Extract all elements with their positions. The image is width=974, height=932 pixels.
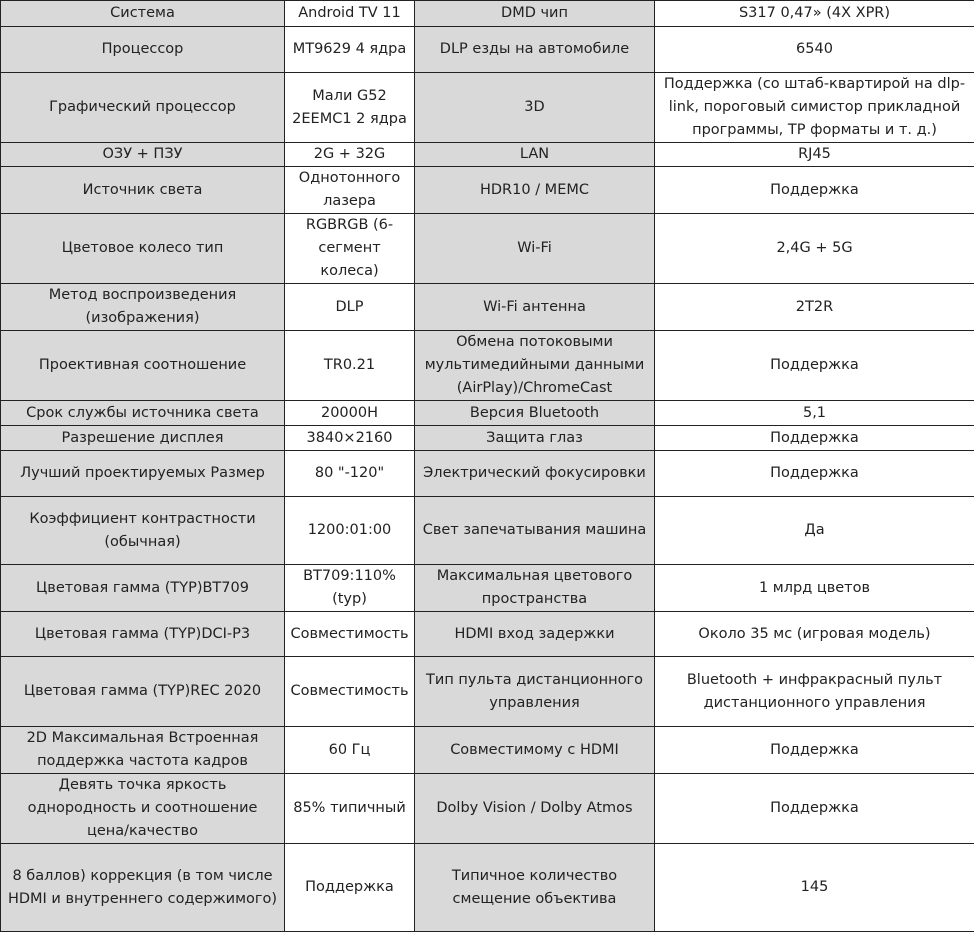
table-row [1, 331, 974, 401]
param-label: Обмена потоковыми мультимедийными данными (AirPlay)/ChromeCast [415, 331, 655, 401]
param-value: 60 Гц [285, 727, 415, 774]
param-label: DMD чип [415, 1, 655, 27]
table-row [1, 27, 974, 73]
table-row [1, 73, 974, 143]
param-value: 2G + 32G [285, 143, 415, 167]
table-row [1, 844, 974, 932]
param-value: RGBRGB (6-сегмент колеса) [285, 214, 415, 284]
param-value: Поддержка [285, 844, 415, 932]
param-value: Поддержка [655, 451, 974, 497]
param-label: Лучший проектируемых Размер [1, 451, 285, 497]
param-value: Поддержка [655, 774, 974, 844]
param-label: Свет запечатывания машина [415, 497, 655, 565]
param-label: Типичное количество смещение объектива [415, 844, 655, 932]
param-value: 3840×2160 [285, 426, 415, 451]
param-value: DLP [285, 284, 415, 331]
param-label: Dolby Vision / Dolby Atmos [415, 774, 655, 844]
param-value: Мали G52 2EEMC1 2 ядра [285, 73, 415, 143]
table-row [1, 612, 974, 657]
param-value: Bluetooth + инфракрасный пульт дистанционного управления [655, 657, 974, 727]
table-row [1, 167, 974, 214]
param-label: Версия Bluetooth [415, 401, 655, 426]
param-label: Девять точка яркость однородность и соотношение цена/качество [1, 774, 285, 844]
param-label: Электрический фокусировки [415, 451, 655, 497]
table-row [1, 774, 974, 844]
param-label: DLP езды на автомобиле [415, 27, 655, 73]
param-label: Цветовая гамма (TYP)BT709 [1, 565, 285, 612]
param-value: Поддержка [655, 167, 974, 214]
param-label: Цветовая гамма (TYP)REC 2020 [1, 657, 285, 727]
param-value: 20000H [285, 401, 415, 426]
param-label: LAN [415, 143, 655, 167]
param-label: Источник света [1, 167, 285, 214]
param-label: Коэффициент контрастности (обычная) [1, 497, 285, 565]
param-value: 1 млрд цветов [655, 565, 974, 612]
param-label: Максимальная цветового пространства [415, 565, 655, 612]
param-label: HDR10 / MEMC [415, 167, 655, 214]
param-label: 3D [415, 73, 655, 143]
param-label: Цветовое колесо тип [1, 214, 285, 284]
table-row [1, 143, 974, 167]
param-label: Проективная соотношение [1, 331, 285, 401]
param-value: Совместимость [285, 612, 415, 657]
param-value: 80 "-120" [285, 451, 415, 497]
table-row [1, 727, 974, 774]
param-value: Поддержка [655, 331, 974, 401]
param-value: 6540 [655, 27, 974, 73]
param-label: Срок службы источника света [1, 401, 285, 426]
param-value: 2,4G + 5G [655, 214, 974, 284]
param-value: MT9629 4 ядра [285, 27, 415, 73]
param-value: BT709:110%(typ) [285, 565, 415, 612]
param-label: Система [1, 1, 285, 27]
param-value: S317 0,47» (4X XPR) [655, 1, 974, 27]
param-value: TR0.21 [285, 331, 415, 401]
table-row [1, 451, 974, 497]
param-label: Метод воспроизведения (изображения) [1, 284, 285, 331]
param-label: Цветовая гамма (TYP)DCI-P3 [1, 612, 285, 657]
param-value: Однотонного лазера [285, 167, 415, 214]
param-value: 2T2R [655, 284, 974, 331]
param-value: 5,1 [655, 401, 974, 426]
param-label: 2D Максимальная Встроенная поддержка частота кадров [1, 727, 285, 774]
param-label: Тип пульта дистанционного управления [415, 657, 655, 727]
param-label: Совместимому с HDMI [415, 727, 655, 774]
param-label: HDMI вход задержки [415, 612, 655, 657]
param-label: 8 баллов) коррекция (в том числе HDMI и внутреннего содержимого) [1, 844, 285, 932]
table-row [1, 284, 974, 331]
table-row [1, 401, 974, 426]
param-value: RJ45 [655, 143, 974, 167]
param-label: Wi-Fi [415, 214, 655, 284]
table-row [1, 497, 974, 565]
param-value: 1200:01:00 [285, 497, 415, 565]
param-value: 145 [655, 844, 974, 932]
param-value: Поддержка [655, 426, 974, 451]
param-value: Android TV 11 [285, 1, 415, 27]
param-label: ОЗУ + ПЗУ [1, 143, 285, 167]
table-row [1, 565, 974, 612]
param-value: Около 35 мс (игровая модель) [655, 612, 974, 657]
param-label: Wi-Fi антенна [415, 284, 655, 331]
table-row [1, 426, 974, 451]
param-value: Поддержка (со штаб-квартирой на dlp-link, пороговый симистор прикладной программы, TP форматы и т. д.) [655, 73, 974, 143]
table-row [1, 214, 974, 284]
param-label: Разрешение дисплея [1, 426, 285, 451]
param-value: Да [655, 497, 974, 565]
table-row [1, 657, 974, 727]
table-row [1, 1, 974, 27]
param-label: Защита глаз [415, 426, 655, 451]
param-label: Процессор [1, 27, 285, 73]
param-value: Поддержка [655, 727, 974, 774]
param-value: Совместимость [285, 657, 415, 727]
param-value: 85% типичный [285, 774, 415, 844]
param-label: Графический процессор [1, 73, 285, 143]
